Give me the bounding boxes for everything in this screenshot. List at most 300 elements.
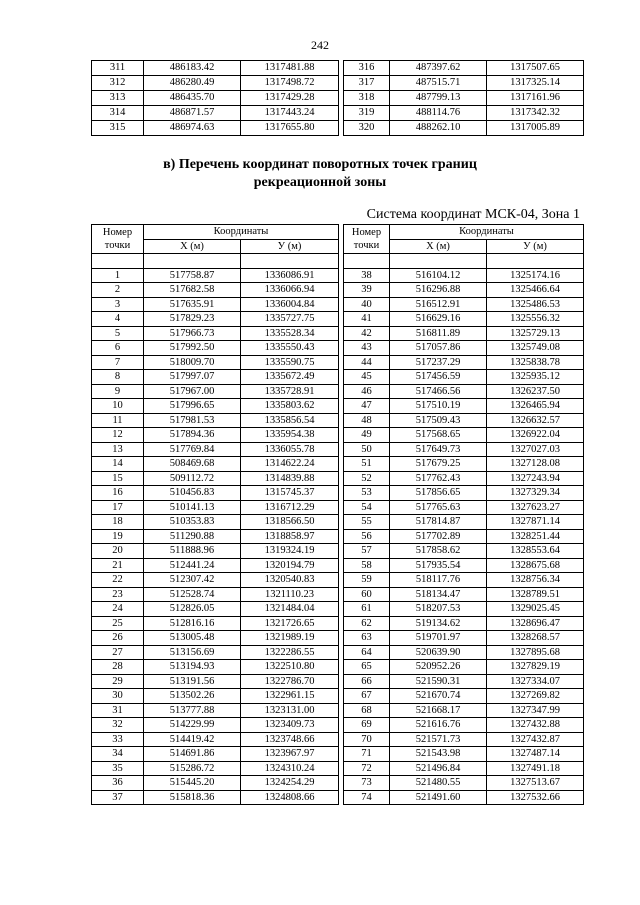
y-coordinate-cell: 1335954.38 — [241, 428, 339, 443]
x-coordinate-cell: 519701.97 — [390, 631, 487, 646]
table-row — [92, 544, 339, 559]
point-number-cell: 36 — [92, 776, 144, 791]
table-row — [92, 355, 339, 370]
x-coordinate-cell: 512826.05 — [144, 602, 241, 617]
table-row — [92, 573, 339, 588]
y-coordinate-cell: 1322286.55 — [241, 645, 339, 660]
table-row — [344, 660, 584, 675]
y-coordinate-cell: 1321726.65 — [241, 616, 339, 631]
y-coordinate-cell: 1320540.83 — [241, 573, 339, 588]
point-number-cell: 14 — [92, 457, 144, 472]
y-coordinate-cell: 1325466.64 — [487, 283, 584, 298]
y-coordinate-cell: 1327895.68 — [487, 645, 584, 660]
x-coordinate-cell: 517769.84 — [144, 442, 241, 457]
point-number-cell: 25 — [92, 616, 144, 631]
y-coordinate-cell: 1327432.87 — [487, 732, 584, 747]
point-number-cell: 314 — [92, 106, 144, 121]
table-row — [344, 457, 584, 472]
x-coordinate-cell: 517237.29 — [390, 355, 487, 370]
y-coordinate-cell: 1321989.19 — [241, 631, 339, 646]
point-number-cell: 1 — [92, 268, 144, 283]
coordinates-header: Координаты — [144, 225, 339, 240]
point-number-cell: 311 — [92, 61, 144, 76]
table-row — [344, 428, 584, 443]
point-number-cell: 10 — [92, 399, 144, 414]
y-coordinate-cell: 1328268.57 — [487, 631, 584, 646]
y-coordinate-cell: 1328553.64 — [487, 544, 584, 559]
x-coordinate-cell: 487397.62 — [390, 61, 487, 76]
x-coordinate-cell: 520639.90 — [390, 645, 487, 660]
table-row — [92, 515, 339, 530]
x-coordinate-cell: 515818.36 — [144, 790, 241, 805]
x-coordinate-cell: 512528.74 — [144, 587, 241, 602]
x-coordinate-cell: 517966.73 — [144, 326, 241, 341]
table-row — [92, 384, 339, 399]
table-row — [344, 732, 584, 747]
point-number-cell: 38 — [344, 268, 390, 283]
y-coordinate-cell: 1327829.19 — [487, 660, 584, 675]
point-number-cell: 320 — [344, 121, 390, 136]
x-coordinate-cell: 514229.99 — [144, 718, 241, 733]
coordinate-system-label: Система координат МСК-04, Зона 1 — [366, 207, 580, 222]
y-coordinate-cell: 1327491.18 — [487, 761, 584, 776]
y-coordinate-cell: 1335727.75 — [241, 312, 339, 327]
x-coordinate-cell: 517814.87 — [390, 515, 487, 530]
point-number-cell: 44 — [344, 355, 390, 370]
x-coordinate-cell: 514419.42 — [144, 732, 241, 747]
y-coordinate-cell: 1317507.65 — [487, 61, 584, 76]
table-row — [344, 631, 584, 646]
point-number-cell: 30 — [92, 689, 144, 704]
y-coordinate-cell: 1318566.50 — [241, 515, 339, 530]
x-coordinate-cell: 517765.63 — [390, 500, 487, 515]
table-row — [344, 399, 584, 414]
point-number-cell: 15 — [92, 471, 144, 486]
point-number-cell: 4 — [92, 312, 144, 327]
top-coordinates-table-right — [343, 60, 584, 136]
x-coordinate-cell: 521590.31 — [390, 674, 487, 689]
table-row — [92, 587, 339, 602]
y-coordinate-cell: 1327334.07 — [487, 674, 584, 689]
point-number-cell: 51 — [344, 457, 390, 472]
y-coordinate-cell: 1335856.54 — [241, 413, 339, 428]
table-row — [344, 544, 584, 559]
point-number-cell: 42 — [344, 326, 390, 341]
coordinates-table-left — [91, 224, 339, 805]
table-row — [92, 631, 339, 646]
table-row — [92, 413, 339, 428]
x-coordinate-cell: 517858.62 — [390, 544, 487, 559]
point-number-cell: 35 — [92, 761, 144, 776]
table-row — [344, 268, 584, 283]
y-coordinate-cell: 1325486.53 — [487, 297, 584, 312]
y-coordinate-cell: 1336086.91 — [241, 268, 339, 283]
y-coordinate-cell: 1327871.14 — [487, 515, 584, 530]
point-number-cell: 18 — [92, 515, 144, 530]
x-coordinate-cell: 517894.36 — [144, 428, 241, 443]
table-row — [344, 515, 584, 530]
y-coordinate-cell: 1325174.16 — [487, 268, 584, 283]
y-coordinate-cell: 1327513.67 — [487, 776, 584, 791]
point-number-cell: 69 — [344, 718, 390, 733]
coordinates-header: Координаты — [390, 225, 584, 240]
point-number-cell: 26 — [92, 631, 144, 646]
x-coordinate-cell: 517702.89 — [390, 529, 487, 544]
table-row — [344, 370, 584, 385]
table-row — [344, 703, 584, 718]
y-coordinate-cell: 1316712.29 — [241, 500, 339, 515]
table-row — [92, 761, 339, 776]
y-coordinate-cell: 1323748.66 — [241, 732, 339, 747]
x-coordinate-cell: 509112.72 — [144, 471, 241, 486]
table-row — [344, 558, 584, 573]
x-coordinate-cell: 517509.43 — [390, 413, 487, 428]
table-row — [92, 703, 339, 718]
point-number-cell: 46 — [344, 384, 390, 399]
y-coordinate-cell: 1319324.19 — [241, 544, 339, 559]
point-number-cell: 52 — [344, 471, 390, 486]
x-coordinate-cell: 512816.16 — [144, 616, 241, 631]
table-row — [344, 297, 584, 312]
x-coordinate-cell: 513502.26 — [144, 689, 241, 704]
y-coordinate-cell: 1327269.82 — [487, 689, 584, 704]
point-number-cell: 24 — [92, 602, 144, 617]
table-row — [92, 689, 339, 704]
point-number-cell: 34 — [92, 747, 144, 762]
point-number-cell: 65 — [344, 660, 390, 675]
table-row — [344, 442, 584, 457]
point-number-cell: 41 — [344, 312, 390, 327]
x-coordinate-cell: 516296.88 — [390, 283, 487, 298]
point-number-cell: 33 — [92, 732, 144, 747]
y-coordinate-cell: 1321110.23 — [241, 587, 339, 602]
table-row — [92, 326, 339, 341]
y-coordinate-cell: 1336004.84 — [241, 297, 339, 312]
y-coordinate-cell: 1317005.89 — [487, 121, 584, 136]
table-row — [92, 732, 339, 747]
x-coordinate-cell: 517682.58 — [144, 283, 241, 298]
y-coordinate-cell: 1322961.15 — [241, 689, 339, 704]
y-coordinate-cell: 1325935.12 — [487, 370, 584, 385]
y-coordinate-cell: 1323131.00 — [241, 703, 339, 718]
x-coordinate-cell: 517679.25 — [390, 457, 487, 472]
point-number-cell: 316 — [344, 61, 390, 76]
y-coordinate-cell: 1325749.08 — [487, 341, 584, 356]
table-row — [92, 616, 339, 631]
table-row — [344, 645, 584, 660]
point-number-cell: 61 — [344, 602, 390, 617]
table-row — [92, 660, 339, 675]
x-coordinate-cell: 518207.53 — [390, 602, 487, 617]
table-row — [344, 718, 584, 733]
table-row — [92, 500, 339, 515]
point-number-cell: 40 — [344, 297, 390, 312]
table-row — [92, 106, 339, 121]
point-number-cell: 48 — [344, 413, 390, 428]
point-number-cell: 47 — [344, 399, 390, 414]
point-number-cell: 58 — [344, 558, 390, 573]
y-coordinate-cell: 1328696.47 — [487, 616, 584, 631]
point-number-cell: 72 — [344, 761, 390, 776]
x-coordinate-cell: 510353.83 — [144, 515, 241, 530]
point-number-cell: 318 — [344, 91, 390, 106]
x-coordinate-cell: 521496.84 — [390, 761, 487, 776]
point-number-cell: 43 — [344, 341, 390, 356]
x-coordinate-cell: 515286.72 — [144, 761, 241, 776]
table-row — [92, 341, 339, 356]
x-coordinate-cell: 517967.00 — [144, 384, 241, 399]
table-row — [344, 776, 584, 791]
point-number-cell: 21 — [92, 558, 144, 573]
x-coordinate-cell: 519134.62 — [390, 616, 487, 631]
point-number-cell: 66 — [344, 674, 390, 689]
table-row — [344, 326, 584, 341]
point-number-cell: 3 — [92, 297, 144, 312]
x-coordinate-cell: 517997.07 — [144, 370, 241, 385]
y-coordinate-cell: 1326465.94 — [487, 399, 584, 414]
y-coordinate-cell: 1320194.79 — [241, 558, 339, 573]
x-coordinate-cell: 521616.76 — [390, 718, 487, 733]
x-coordinate-cell: 511290.88 — [144, 529, 241, 544]
table-row — [92, 457, 339, 472]
y-coordinate-cell: 1327432.88 — [487, 718, 584, 733]
y-coordinate-cell: 1336055.78 — [241, 442, 339, 457]
point-number-cell: 28 — [92, 660, 144, 675]
x-coordinate-cell: 513777.88 — [144, 703, 241, 718]
x-coordinate-cell: 517456.59 — [390, 370, 487, 385]
point-number-cell: 71 — [344, 747, 390, 762]
y-coordinate-cell: 1317429.28 — [241, 91, 339, 106]
point-number-cell: 19 — [92, 529, 144, 544]
point-number-cell: 29 — [92, 674, 144, 689]
point-number-cell: 53 — [344, 486, 390, 501]
y-coordinate-cell: 1323409.73 — [241, 718, 339, 733]
table-row — [92, 529, 339, 544]
y-coordinate-cell: 1318858.97 — [241, 529, 339, 544]
y-coordinate-cell: 1324808.66 — [241, 790, 339, 805]
x-coordinate-cell: 517466.56 — [390, 384, 487, 399]
point-number-cell: 31 — [92, 703, 144, 718]
y-coordinate-cell: 1323967.97 — [241, 747, 339, 762]
x-coordinate-cell: 517635.91 — [144, 297, 241, 312]
point-number-cell: 60 — [344, 587, 390, 602]
point-number-cell: 11 — [92, 413, 144, 428]
x-coordinate-cell: 513191.56 — [144, 674, 241, 689]
y-coordinate-cell: 1324254.29 — [241, 776, 339, 791]
y-coordinate-cell: 1326922.04 — [487, 428, 584, 443]
point-number-header: Номер точки — [92, 225, 144, 254]
point-number-cell: 5 — [92, 326, 144, 341]
y-coordinate-cell: 1317498.72 — [241, 76, 339, 91]
point-number-cell: 49 — [344, 428, 390, 443]
x-coordinate-cell: 517758.87 — [144, 268, 241, 283]
x-coordinate-cell: 518117.76 — [390, 573, 487, 588]
top-coordinates-table-left — [91, 60, 339, 136]
y-coordinate-cell: 1315745.37 — [241, 486, 339, 501]
y-coordinate-cell: 1328789.51 — [487, 587, 584, 602]
point-number-cell: 317 — [344, 76, 390, 91]
section-heading-line-1: в) Перечень координат поворотных точек границ — [163, 157, 477, 172]
table-row — [344, 573, 584, 588]
table-row — [344, 674, 584, 689]
x-column-header: X (м) — [144, 239, 241, 254]
table-row — [344, 384, 584, 399]
x-coordinate-cell: 518009.70 — [144, 355, 241, 370]
point-number-cell: 23 — [92, 587, 144, 602]
y-coordinate-cell: 1328756.34 — [487, 573, 584, 588]
y-coordinate-cell: 1314622.24 — [241, 457, 339, 472]
point-number-cell: 9 — [92, 384, 144, 399]
y-coordinate-cell: 1327128.08 — [487, 457, 584, 472]
y-coordinate-cell: 1328251.44 — [487, 529, 584, 544]
y-coordinate-cell: 1317443.24 — [241, 106, 339, 121]
y-column-header: У (м) — [241, 239, 339, 254]
x-coordinate-cell: 488262.10 — [390, 121, 487, 136]
y-coordinate-cell: 1325838.78 — [487, 355, 584, 370]
table-row — [344, 355, 584, 370]
point-number-cell: 37 — [92, 790, 144, 805]
table-row — [344, 76, 584, 91]
point-number-cell: 13 — [92, 442, 144, 457]
x-coordinate-cell: 487515.71 — [390, 76, 487, 91]
y-coordinate-cell: 1325729.13 — [487, 326, 584, 341]
point-number-cell: 6 — [92, 341, 144, 356]
table-row — [344, 500, 584, 515]
x-coordinate-cell: 512307.42 — [144, 573, 241, 588]
x-coordinate-cell: 517996.65 — [144, 399, 241, 414]
table-row — [92, 121, 339, 136]
table-row — [344, 283, 584, 298]
table-row — [344, 61, 584, 76]
x-coordinate-cell: 513194.93 — [144, 660, 241, 675]
table-row — [344, 471, 584, 486]
x-coordinate-cell: 517510.19 — [390, 399, 487, 414]
y-coordinate-cell: 1327329.34 — [487, 486, 584, 501]
x-coordinate-cell: 514691.86 — [144, 747, 241, 762]
x-coordinate-cell: 521670.74 — [390, 689, 487, 704]
x-coordinate-cell: 513005.48 — [144, 631, 241, 646]
table-row — [92, 442, 339, 457]
x-coordinate-cell: 511888.96 — [144, 544, 241, 559]
x-coordinate-cell: 512441.24 — [144, 558, 241, 573]
x-coordinate-cell: 516811.89 — [390, 326, 487, 341]
point-number-cell: 57 — [344, 544, 390, 559]
point-number-cell: 319 — [344, 106, 390, 121]
point-number-cell: 67 — [344, 689, 390, 704]
y-coordinate-cell: 1327623.27 — [487, 500, 584, 515]
x-coordinate-cell: 515445.20 — [144, 776, 241, 791]
x-coordinate-cell: 521571.73 — [390, 732, 487, 747]
table-row — [92, 370, 339, 385]
x-coordinate-cell: 517057.86 — [390, 341, 487, 356]
section-heading-line-2: рекреационной зоны — [253, 175, 387, 190]
point-number-cell: 63 — [344, 631, 390, 646]
table-row — [92, 790, 339, 805]
y-coordinate-cell: 1335528.34 — [241, 326, 339, 341]
point-number-cell: 7 — [92, 355, 144, 370]
y-coordinate-cell: 1335728.91 — [241, 384, 339, 399]
x-coordinate-cell: 516512.91 — [390, 297, 487, 312]
table-row — [92, 645, 339, 660]
x-coordinate-cell: 521543.98 — [390, 747, 487, 762]
point-number-header: Номер точки — [344, 225, 390, 254]
y-coordinate-cell: 1335803.62 — [241, 399, 339, 414]
x-coordinate-cell: 486435.70 — [144, 91, 241, 106]
table-row — [92, 76, 339, 91]
table-row — [92, 297, 339, 312]
y-coordinate-cell: 1326632.57 — [487, 413, 584, 428]
y-coordinate-cell: 1322786.70 — [241, 674, 339, 689]
table-row — [92, 718, 339, 733]
table-row — [92, 747, 339, 762]
y-coordinate-cell: 1317655.80 — [241, 121, 339, 136]
x-coordinate-cell: 517935.54 — [390, 558, 487, 573]
table-row — [92, 428, 339, 443]
table-row — [344, 616, 584, 631]
y-coordinate-cell: 1335550.43 — [241, 341, 339, 356]
x-coordinate-cell: 517829.23 — [144, 312, 241, 327]
y-coordinate-cell: 1324310.24 — [241, 761, 339, 776]
x-coordinate-cell: 486871.57 — [144, 106, 241, 121]
table-row — [344, 689, 584, 704]
table-row — [344, 747, 584, 762]
x-coordinate-cell: 488114.76 — [390, 106, 487, 121]
x-coordinate-cell: 517568.65 — [390, 428, 487, 443]
y-coordinate-cell: 1317481.88 — [241, 61, 339, 76]
y-coordinate-cell: 1329025.45 — [487, 602, 584, 617]
x-coordinate-cell: 486183.42 — [144, 61, 241, 76]
point-number-cell: 64 — [344, 645, 390, 660]
x-coordinate-cell: 508469.68 — [144, 457, 241, 472]
x-coordinate-cell: 517992.50 — [144, 341, 241, 356]
point-number-cell: 2 — [92, 283, 144, 298]
y-coordinate-cell: 1335590.75 — [241, 355, 339, 370]
x-coordinate-cell: 486974.63 — [144, 121, 241, 136]
x-column-header: X (м) — [390, 239, 487, 254]
point-number-cell: 27 — [92, 645, 144, 660]
table-row — [344, 121, 584, 136]
x-coordinate-cell: 521491.60 — [390, 790, 487, 805]
y-column-header: У (м) — [487, 239, 584, 254]
table-row — [92, 558, 339, 573]
table-row — [344, 106, 584, 121]
y-coordinate-cell: 1321484.04 — [241, 602, 339, 617]
point-number-cell: 32 — [92, 718, 144, 733]
point-number-cell: 39 — [344, 283, 390, 298]
point-number-cell: 45 — [344, 370, 390, 385]
x-coordinate-cell: 517762.43 — [390, 471, 487, 486]
table-row — [92, 283, 339, 298]
x-coordinate-cell: 517981.53 — [144, 413, 241, 428]
table-row — [344, 529, 584, 544]
table-row — [92, 471, 339, 486]
table-row — [92, 486, 339, 501]
y-coordinate-cell: 1336066.94 — [241, 283, 339, 298]
table-row — [344, 413, 584, 428]
x-coordinate-cell: 486280.49 — [144, 76, 241, 91]
y-coordinate-cell: 1327532.66 — [487, 790, 584, 805]
x-coordinate-cell: 510141.13 — [144, 500, 241, 515]
y-coordinate-cell: 1317325.14 — [487, 76, 584, 91]
y-coordinate-cell: 1327347.99 — [487, 703, 584, 718]
x-coordinate-cell: 521480.55 — [390, 776, 487, 791]
point-number-cell: 54 — [344, 500, 390, 515]
table-row — [344, 312, 584, 327]
table-row — [344, 761, 584, 776]
table-row — [92, 61, 339, 76]
table-row — [92, 674, 339, 689]
point-number-cell: 59 — [344, 573, 390, 588]
